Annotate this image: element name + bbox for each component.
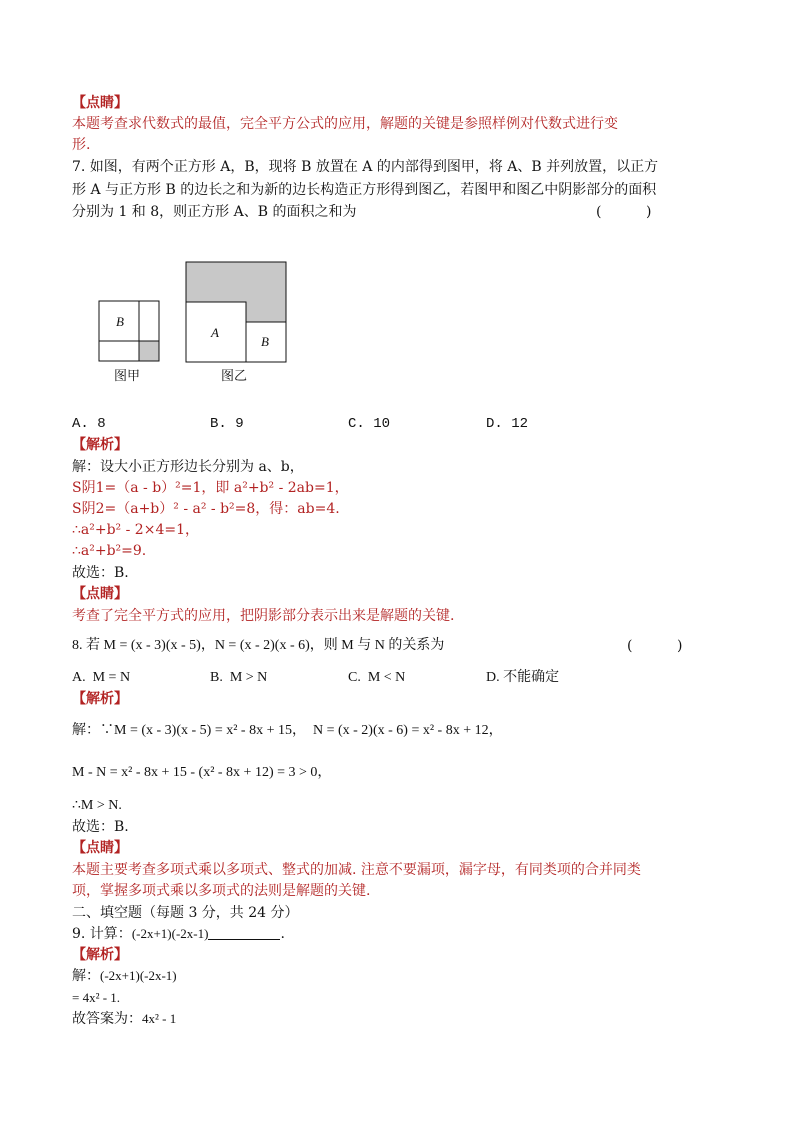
jiexi-heading-q8: 【解析】	[72, 691, 128, 707]
q9-stem	[72, 924, 285, 944]
prev-dianjing-line2: 形.	[72, 137, 91, 153]
q7-solution-choose: 故选：B.	[72, 565, 129, 581]
figure-jia-label-b: B	[116, 314, 124, 329]
q7-answer-paren: ( )	[596, 204, 652, 220]
q7-solution-line4: ∴a²+b²=9.	[72, 543, 147, 559]
q9-solution-result: = 4x² - 1.	[72, 990, 121, 1005]
q8-stem: 8. 若 M = (x - 3)(x - 5)，N = (x - 2)(x - 6)，则 M 与 N 的关系为	[72, 638, 445, 653]
q9-answer-line	[72, 1009, 176, 1029]
q7-option-d: D. 12	[486, 416, 529, 432]
q9-solution-prefix: 解：	[72, 968, 100, 984]
figure-jia-caption: 图甲	[114, 368, 141, 383]
dianjing-heading-q8: 【点睛】	[72, 840, 128, 856]
q9-stem-prefix: 9. 计算：	[72, 926, 132, 942]
q7-option-a: A. 8	[72, 416, 106, 432]
q8-option-a: A. M = N	[72, 670, 131, 685]
q8-answer-paren: ( )	[627, 638, 683, 654]
q7-dianjing-text: 考查了完全平方式的应用，把阴影部分表示出来是解题的关键.	[72, 608, 455, 624]
q8-option-d: D. 不能确定	[486, 670, 560, 685]
q8-solution-line2: M - N = x² - 8x + 15 - (x² - 8x + 12) = 3 > 0，	[72, 765, 332, 780]
figure-jia-shaded-corner	[139, 341, 159, 361]
q7-figure	[90, 255, 310, 390]
q9-answer-prefix: 故答案为：	[72, 1011, 142, 1027]
q7-option-c: C. 10	[348, 416, 391, 432]
q9-solution-line1	[72, 966, 177, 986]
q8-dianjing-line2: 项，掌握多项式乘以多项式的法则是解题的关键.	[72, 883, 371, 899]
q7-solution-s2: S阴2=（a+b）² - a² - b²=8，得：ab=4.	[72, 501, 340, 517]
prev-dianjing-line1: 本题考查求代数式的最值，完全平方公式的应用，解题的关键是参照样例对代数式进行变	[72, 116, 618, 132]
q8-solution-choose: 故选：B.	[72, 819, 129, 835]
jiexi-heading-q7: 【解析】	[72, 437, 128, 453]
q9-solution-expression: (-2x+1)(-2x-1)	[100, 968, 177, 983]
jiexi-heading-q9: 【解析】	[72, 947, 128, 963]
q9-answer: 4x² - 1	[142, 1011, 177, 1026]
q8-solution-line1: 解：∵M = (x - 3)(x - 5) = x² - 8x + 15， N = (x - 2)(x - 6) = x² - 8x + 12，	[72, 723, 503, 738]
q7-solution-s1: S阴1=（a - b）²=1，即 a²+b² - 2ab=1，	[72, 480, 349, 496]
q9-stem-suffix: .	[280, 926, 285, 942]
q8-dianjing-line1: 本题主要考查多项式乘以多项式、整式的加减. 注意不要漏项，漏字母，有同类项的合并同类	[72, 862, 641, 878]
q7-stem-line2: 形 A 与正方形 B 的边长之和为新的边长构造正方形得到图乙，若图甲和图乙中阴影部分的面积	[72, 182, 657, 198]
q7-solution-intro: 解：设大小正方形边长分别为 a、b，	[72, 459, 304, 475]
q7-solution-line3: ∴a²+b² - 2×4=1，	[72, 522, 199, 538]
q9-answer-blank	[208, 925, 280, 940]
figure-yi-caption: 图乙	[221, 368, 248, 383]
q7-option-b: B. 9	[210, 416, 244, 432]
q8-option-c: C. M < N	[348, 670, 406, 685]
q8-option-b: B. M > N	[210, 670, 268, 685]
q7-stem-line1: 7. 如图，有两个正方形 A，B，现将 B 放置在 A 的内部得到图甲，将 A、B 并列放置，以正方	[72, 159, 659, 175]
dianjing-heading-q7: 【点睛】	[72, 586, 128, 602]
q9-expression: (-2x+1)(-2x-1)	[131, 926, 209, 941]
q8-solution-line3: ∴M > N.	[72, 798, 122, 813]
dianjing-heading-prev: 【点睛】	[72, 95, 128, 111]
figure-yi-label-b: B	[261, 334, 269, 349]
figure-yi-label-a: A	[211, 325, 219, 340]
q7-stem-line3: 分别为 1 和 8，则正方形 A、B 的面积之和为	[72, 204, 357, 220]
section-2-heading: 二、填空题（每题 3 分，共 24 分）	[72, 905, 299, 921]
